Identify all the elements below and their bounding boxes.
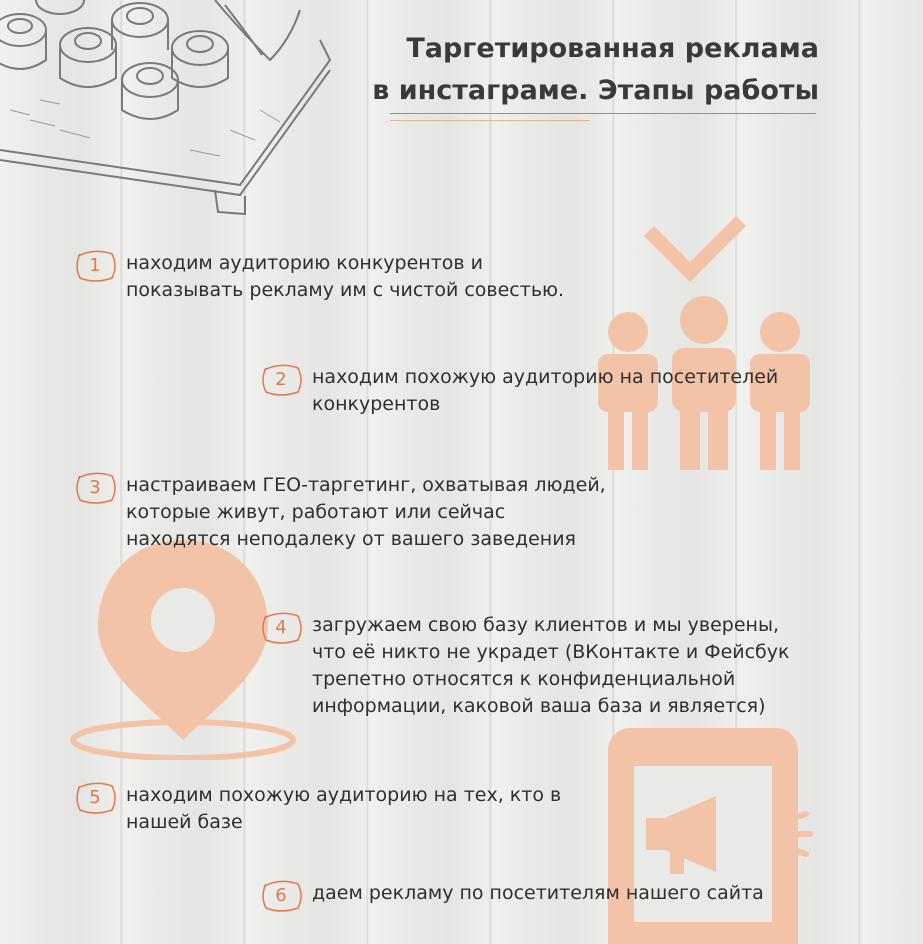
step-text: загружаем свою базу клиентов и мы уверены, что её никто не украдет (ВКонтакте и Фейсбук трепетно относятся к конфиденциальной информации, каковой ваша база и является) [312,614,790,717]
sushi-sketch-illustration [0,0,340,220]
step-number-badge [258,878,304,914]
title-underline-secondary [390,120,590,121]
step-2 [258,364,778,418]
title-line-1: Таргетированная реклама [406,33,819,64]
checkmark-icon [640,200,750,290]
step-text: даем рекламу по посетителям нашего сайта [312,882,764,904]
step-text: находим похожую аудиторию на тех, кто в нашей базе [126,784,562,833]
step-number-badge [72,780,118,816]
step-number: 6 [275,885,287,906]
step-6 [258,880,764,914]
step-4 [258,612,790,720]
step-number-badge [72,248,118,284]
step-number-badge [72,470,118,506]
step-number-badge [258,362,304,398]
page-title [299,28,819,112]
step-number: 5 [89,787,101,808]
step-3 [72,472,606,553]
step-1 [72,250,564,304]
step-text: находим аудиторию конкурентов и показывать рекламу им с чистой совестью. [126,252,565,301]
step-number-badge [258,610,304,646]
title-underline [390,113,816,114]
step-number: 3 [89,477,101,498]
step-number: 1 [89,255,101,276]
title-line-2: в инстаграме. Этапы работы [372,75,819,106]
step-text: находим похожую аудиторию на посетителей конкурентов [312,366,779,415]
step-text: настраиваем ГЕО-таргетинг, охватывая людей, которые живут, работают или сейчас находятся неподалеку от вашего заведения [126,474,606,550]
step-number: 4 [275,617,287,638]
step-5 [72,782,561,836]
step-number: 2 [275,369,287,390]
